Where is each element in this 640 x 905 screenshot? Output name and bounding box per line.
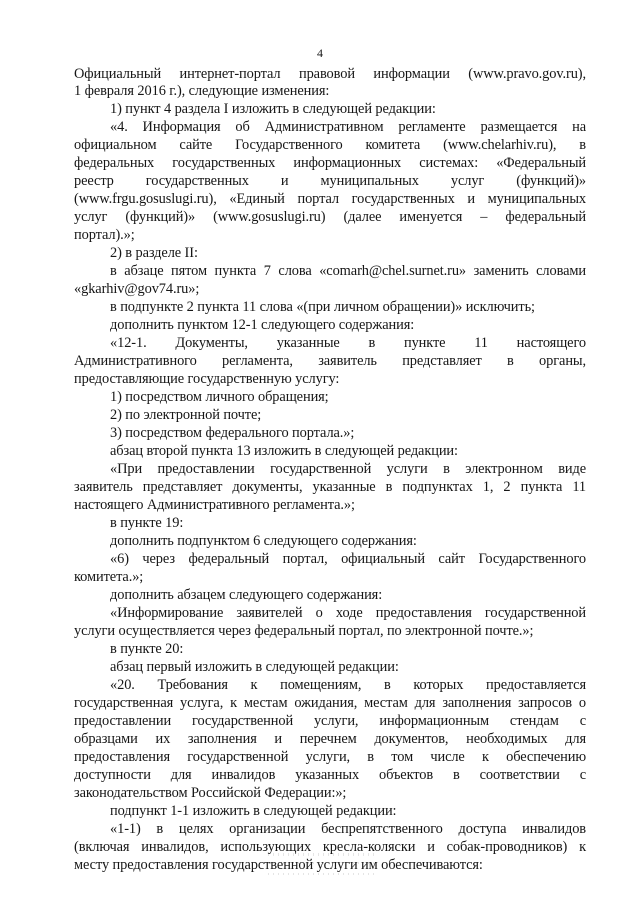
faint-stamp-mark — [268, 853, 378, 883]
text-line: «20. Требования к помещениям, в которых предоставляется — [110, 677, 586, 693]
text-line: портал).»; — [74, 227, 135, 243]
page-number: 4 — [317, 46, 323, 60]
text-line: доступности для инвалидов указанных объектов в соответствии с — [74, 767, 586, 783]
text-line: заявитель представляет документы, указанные в подпунктах 1, 2 пункта 11 — [74, 479, 586, 495]
text-line: законодательством Российской Федерации:»; — [74, 785, 347, 801]
text-line: абзац второй пункта 13 изложить в следующей редакции: — [110, 443, 458, 459]
text-line: дополнить пунктом 12-1 следующего содержания: — [110, 317, 415, 333]
text-line: «6) через федеральный портал, официальный сайт Государственного — [110, 551, 586, 567]
text-line: дополнить подпунктом 6 следующего содержания: — [110, 533, 417, 549]
text-line: комитета.»; — [74, 569, 144, 585]
text-line: «gkarhiv@gov74.ru»; — [74, 281, 200, 297]
text-line: федеральных государственных информационных системах: «Федеральный — [74, 155, 586, 171]
text-line: в абзаце пятом пункта 7 слова «comarh@chel.surnet.ru» заменить словами — [110, 263, 586, 279]
text-line: 2) по электронной почте; — [110, 407, 262, 423]
text-line: услуги осуществляется через федеральный портал, по электронной почте.»; — [74, 623, 534, 639]
text-line: государственная услуга, к местам ожидания, местам для заполнения запросов о — [74, 695, 586, 711]
text-line: «1-1) в целях организации беспрепятственного доступа инвалидов — [110, 821, 586, 837]
text-line: Официальный интернет-портал правовой информации (www.pravo.gov.ru), — [74, 66, 586, 82]
text-line: предоставлении государственной услуги, информационным стендам с — [74, 713, 586, 729]
text-line: 1) пункт 4 раздела I изложить в следующей редакции: — [110, 101, 436, 117]
text-line: дополнить абзацем следующего содержания: — [110, 587, 383, 603]
text-line: в пункте 20: — [110, 641, 184, 657]
text-line: настоящего Административного регламента.»; — [74, 497, 355, 513]
text-line: абзац первый изложить в следующей редакции: — [110, 659, 399, 675]
text-line: месту предоставления государственной услуги им обеспечиваются: — [74, 857, 483, 873]
text-line: подпункт 1-1 изложить в следующей редакции: — [110, 803, 397, 819]
text-line: (www.frgu.gosuslugi.ru), «Единый портал государственных и муниципальных — [74, 191, 586, 207]
text-line: «12-1. Документы, указанные в пункте 11 настоящего — [110, 335, 586, 351]
text-line: предоставляющие государственную услугу: — [74, 371, 340, 387]
text-line: 1 февраля 2016 г.), следующие изменения: — [74, 83, 330, 99]
text-line: 2) в разделе II: — [110, 245, 198, 261]
text-line: Административного регламента, заявитель представляет в органы, — [74, 353, 586, 369]
text-line: 3) посредством федерального портала.»; — [110, 425, 355, 441]
text-line: предоставления государственной услуги, в том числе к обеспечению — [74, 749, 586, 765]
text-line: в подпункте 2 пункта 11 слова «(при личном обращении)» исключить; — [110, 299, 535, 315]
text-line: официальном сайте Государственного комитета (www.chelarhiv.ru), в — [74, 137, 586, 153]
text-line: в пункте 19: — [110, 515, 184, 531]
text-line: «При предоставлении государственной услуги в электронном виде — [110, 461, 586, 477]
text-line: «Информирование заявителей о ходе предоставления государственной — [110, 605, 586, 621]
text-line: «4. Информация об Административном регламенте размещается на — [110, 119, 586, 135]
text-line: услуг (функций)» (www.gosuslugi.ru) (далее именуется – федеральный — [74, 209, 586, 225]
text-line: (включая инвалидов, использующих кресла-коляски и собак-проводников) к — [74, 839, 586, 855]
text-line: 1) посредством личного обращения; — [110, 389, 329, 405]
text-line: образцами их заполнения и перечнем документов, необходимых для — [74, 731, 586, 747]
text-line: реестр государственных и муниципальных услуг (функций)» — [74, 173, 586, 189]
